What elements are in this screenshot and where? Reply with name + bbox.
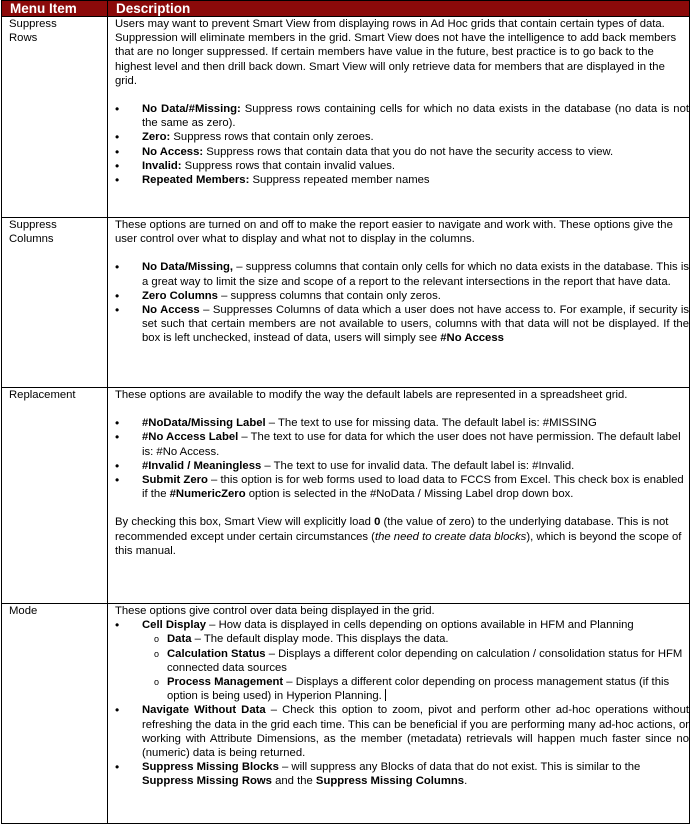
- header-description: Description: [108, 1, 690, 17]
- description-intro: Users may want to prevent Smart View from displaying rows in Ad Hoc grids that contain certain types of data. Suppression will eliminate members in the grid. Smart View does not have the intelligence to add back members that are no longer suppressed. If certain members have value in the future, best practice is to go back to the highest level and then drill back down. Smart View will only retrieve data for members that are displayed in the grid.: [115, 18, 677, 87]
- list-item: • #NoData/Missing Label – The text to use for missing data. The default label is: #MISSING: [115, 416, 689, 430]
- list-item: • Navigate Without Data – Check this option to zoom, pivot and perform other ad-hoc operations without refreshing the data in the grid each time. This can be beneficial if you are performing many ad-hoc actions, or working with Attribute Dimensions, as the member (metadata) retrievals will happen much faster since no (numeric) data is being returned.: [115, 703, 689, 760]
- list-item: • Suppress Missing Blocks – will suppress any Blocks of data that do not exist. This is similar to the Suppress Missing Rows and the Suppress Missing Columns.: [115, 760, 689, 788]
- row-replacement: [2, 388, 690, 604]
- description-cell: [108, 17, 690, 218]
- list-item: • #Invalid / Meaningless – The text to use for invalid data. The default label is: #Invalid.: [115, 459, 689, 473]
- description-intro: These options are turned on and off to make the report easier to navigate and work with. These options give the user control over what to display and what not to display in the columns.: [115, 219, 673, 246]
- sub-option-list: [115, 632, 689, 703]
- sub-list-item: o Process Management – Displays a different color depending on process management status (if this option is being used) in Hyperion Planning.: [154, 676, 670, 703]
- list-item: • Invalid: Suppress rows that contain invalid values.: [115, 159, 689, 173]
- list-item: • #No Access Label – The text to use for data for which the user does not have permission. The default label is: #No Access.: [115, 430, 689, 458]
- row-suppress-rows: [2, 17, 690, 218]
- text-cursor: [385, 689, 386, 701]
- list-item: • Cell Display – How data is displayed in cells depending on options available in HFM and Planning o Data – The default display mode. This displays the data. o Calculation Status – Displays a different color depending on calculation / consolidation status for HFM connected data sources o Process Management – Displays a different color depending on process management status (if this option is being used) in Hyperion Planning.: [115, 618, 689, 703]
- description-intro: These options are available to modify the way the default labels are represented in a spreadsheet grid.: [115, 389, 628, 401]
- menu-item-cell: Suppress Columns: [2, 218, 108, 388]
- list-item: • Submit Zero – this option is for web forms used to load data to FCCS from Excel. This check box is enabled if the #NumericZero option is selected in the #NoData / Missing Label drop down box.: [115, 473, 689, 501]
- description-cell: [108, 604, 690, 824]
- sub-list-item: o Data – The default display mode. This displays the data.: [154, 633, 449, 646]
- description-cell: [108, 218, 690, 388]
- row-suppress-columns: [2, 218, 690, 388]
- menu-item-cell: Replacement: [2, 388, 108, 604]
- description-intro: These options give control over data being displayed in the grid.: [115, 605, 435, 617]
- menu-item-cell: Mode: [2, 604, 108, 824]
- description-cell: [108, 388, 690, 604]
- list-item: • Repeated Members: Suppress repeated member names: [115, 173, 689, 187]
- list-item: • Zero: Suppress rows that contain only zeroes.: [115, 130, 689, 144]
- option-list: [115, 102, 689, 187]
- header-menu-item: Menu Item: [2, 1, 108, 17]
- list-item: • No Data/Missing, – suppress columns that contain only cells for which no data exists in the database. This is a great way to limit the size and scope of a report to the relevant intersections in the report that have data.: [115, 260, 689, 288]
- options-table: [1, 0, 690, 824]
- list-item: • No Access: Suppress rows that contain data that you do not have the security access to view.: [115, 145, 689, 159]
- sub-list-item: o Calculation Status – Displays a different color depending on calculation / consolidation status for HFM connected data sources: [154, 647, 683, 674]
- option-list: [115, 618, 689, 788]
- list-item: • No Data/#Missing: Suppress rows containing cells for which no data exists in the database (no data is not the same as zero).: [115, 102, 689, 130]
- replacement-closing: By checking this box, Smart View will explicitly load 0 (the value of zero) to the underlying database. This is not recommended except under certain circumstances (the need to create data blocks), which is beyond the scope of this manual.: [115, 516, 682, 557]
- row-mode: [2, 604, 690, 824]
- option-list: [115, 416, 689, 501]
- list-item: • Zero Columns – suppress columns that contain only zeros.: [115, 289, 689, 303]
- list-item: • No Access – Suppresses Columns of data which a user does not have access to. For example, if security is set such that certain members are not available to users, columns with that data will not be displayed. If the box is left unchecked, instead of data, users will simply see #No Access: [115, 303, 689, 346]
- menu-item-cell: Suppress Rows: [2, 17, 108, 218]
- option-list: [115, 260, 689, 345]
- header-row: [2, 1, 690, 17]
